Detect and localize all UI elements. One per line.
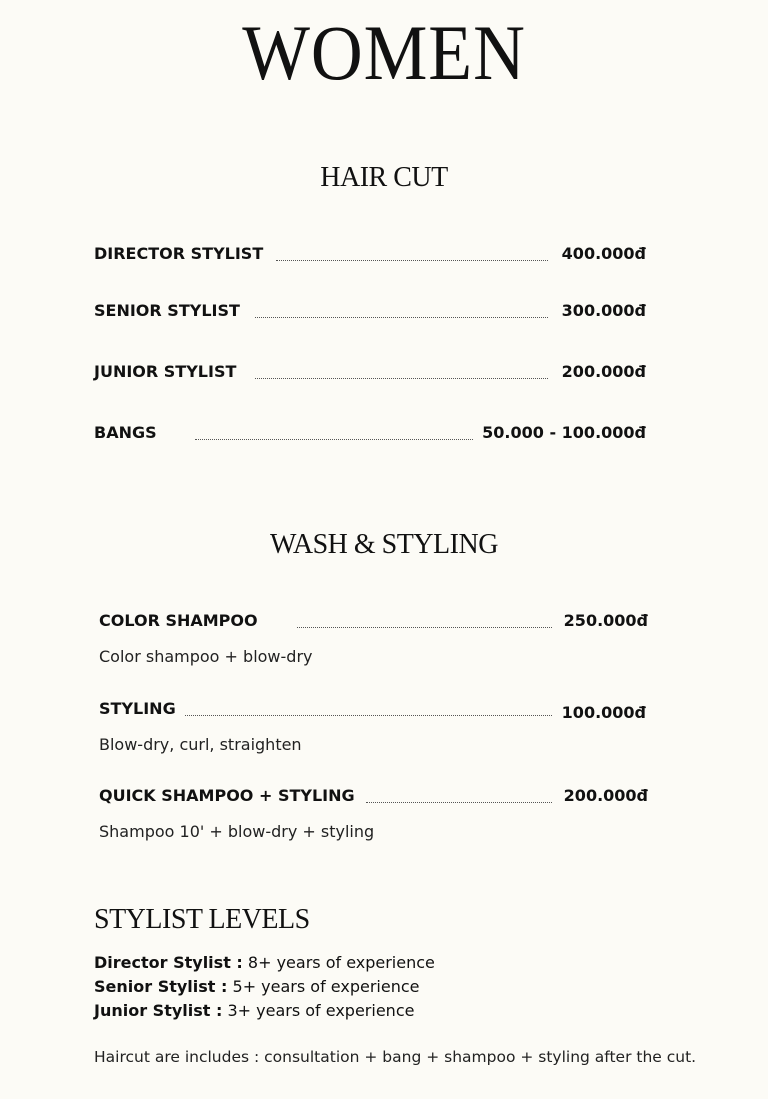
page-title: WOMEN (242, 9, 526, 96)
level-director (94, 953, 435, 972)
haircut-note: Haircut are includes : consultation + bang + shampoo + styling after the cut. (94, 1048, 697, 1066)
price-row-junior (94, 362, 646, 386)
price-row-senior (94, 301, 646, 325)
item-name: QUICK SHAMPOO + STYLING (99, 786, 355, 805)
item-description: Shampoo 10' + blow-dry + styling (99, 822, 375, 841)
item-price: 100.000đ (561, 703, 646, 722)
level-text: 8+ years of experience (242, 953, 435, 972)
level-senior (94, 977, 419, 996)
price-row-styling (99, 699, 646, 723)
item-price: 400.000đ (561, 244, 646, 263)
item-price: 50.000 - 100.000đ (482, 423, 646, 442)
dot-leader (255, 378, 548, 379)
item-name: BANGS (94, 423, 157, 442)
price-row-color-shampoo (99, 611, 648, 635)
dot-leader (255, 317, 548, 318)
level-label: Senior Stylist : (94, 977, 228, 996)
dot-leader (366, 802, 552, 803)
price-row-bangs (94, 423, 646, 447)
item-description: Blow-dry, curl, straighten (99, 735, 302, 754)
item-description: Color shampoo + blow-dry (99, 647, 313, 666)
item-name: SENIOR STYLIST (94, 301, 240, 320)
level-label: Director Stylist : (94, 953, 243, 972)
wash-heading: WASH & STYLING (270, 529, 498, 560)
item-name: DIRECTOR STYLIST (94, 244, 264, 263)
item-price: 250.000đ (563, 611, 648, 630)
item-price: 300.000đ (561, 301, 646, 320)
level-text: 3+ years of experience (222, 1001, 415, 1020)
item-name: STYLING (99, 699, 176, 718)
item-price: 200.000đ (561, 362, 646, 381)
item-price: 200.000đ (563, 786, 648, 805)
level-label: Junior Stylist : (94, 1001, 223, 1020)
dot-leader (185, 715, 552, 716)
stylist-levels-heading: STYLIST LEVELS (94, 904, 310, 935)
price-row-quick-shampoo (99, 786, 648, 810)
item-name: JUNIOR STYLIST (94, 362, 237, 381)
item-name: COLOR SHAMPOO (99, 611, 258, 630)
level-text: 5+ years of experience (227, 977, 420, 996)
dot-leader (276, 260, 548, 261)
dot-leader (195, 439, 473, 440)
haircut-heading: HAIR CUT (320, 162, 448, 193)
price-row-director (94, 244, 646, 268)
level-junior (94, 1001, 414, 1020)
dot-leader (297, 627, 552, 628)
